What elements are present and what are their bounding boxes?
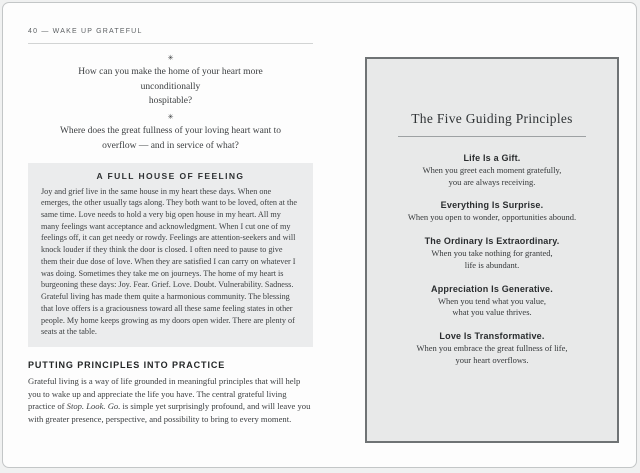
principle-item [367,200,617,224]
asterisk-ornament-icon: ✳ [167,54,174,62]
principle-item [367,153,617,188]
sidebar-box-body: Joy and grief live in the same house in my heart these days. When one emerges, the other usually tags along. They both want to be loved, often at the same time. Love needs to hold a very big open house in my heart. All my many feelings want acceptance and acknowledgment. When I cut one of my feelings off, it can get needy or rowdy. Feelings are attention-seekers and will knock louder if they think the door is closed. I often need to pause to give them their due dose of love. When they are satisfied I can carry on whatever I was doing. Sometimes they take me on journeys. The home of my heart is burgeoning these days: Joy. Fear. Grief. Love. Doubt. Vulnerability. Sadness. Grateful living has made them quite a harmonious community. The blessing that love offers is a graciousness toward all these same feeling states in other people. My home keeps growing as my doors open wider. There are plenty of seats at the table. [41,186,297,337]
principle-body: When you embrace the great fullness of life, your heart overflows. [416,343,568,365]
paragraph-italic-phrase: Stop. Look. Go. [66,401,121,412]
principle-body: When you take nothing for granted, life is abundant. [431,248,553,270]
principle-heading: The Ordinary Is Extraordinary. [424,236,560,247]
book-spread [2,2,637,468]
reflection-questions [28,53,313,154]
running-head: 40 — WAKE UP GRATEFUL [28,28,143,35]
paragraph-text-after: is simple yet surprisingly profound, and will leave you with greater presence, perspective, and possibility to bring to every moment. [28,401,311,424]
principle-heading: Love Is Transformative. [439,331,545,342]
guiding-principles-panel [365,57,619,443]
running-head-rule [28,43,313,44]
principle-heading: Appreciation Is Generative. [431,283,553,294]
panel-title: The Five Guiding Principles [411,111,573,126]
asterisk-ornament-icon: ✳ [167,113,174,122]
panel-title-rule [398,136,586,137]
section-paragraph [28,375,313,426]
principle-body: When you greet each moment gratefully, you are always receiving. [422,165,562,187]
principle-item [367,331,617,366]
principle-item [367,236,617,271]
reflection-question: Where does the great fullness of your loving heart want to overflow — and in service of what? [59,126,282,151]
left-page [28,28,313,425]
section-heading: PUTTING PRINCIPLES INTO PRACTICE [28,359,226,370]
principle-item [367,284,617,319]
paragraph-text-before: Grateful living is a way of life grounded in meaningful principles that will help you to wake up and appreciate the life you have. The central grateful living practice of [28,375,301,412]
feeling-sidebar-box [28,163,313,347]
principle-heading: Life Is a Gift. [463,153,521,163]
principles-list [367,153,617,366]
sidebar-box-title: A FULL HOUSE OF FEELING [96,170,245,181]
principle-body: When you open to wonder, opportunities abound. [407,212,577,223]
reflection-question: How can you make the home of your heart more unconditionally hospitable? [78,67,263,107]
principle-heading: Everything Is Surprise. [440,200,544,211]
principle-body: When you tend what you value, what you value thrives. [437,295,547,318]
